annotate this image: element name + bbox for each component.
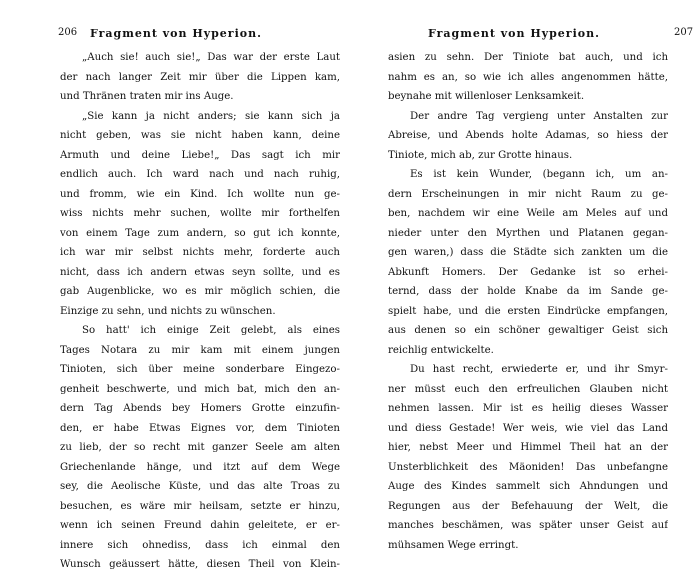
text-line: manches beschämen, was später unser Geist auf: [388, 520, 668, 531]
text-line: nicht geben, was sie nicht haben kann, deine: [60, 130, 340, 141]
text-line: und Thränen traten mir ins Auge.: [60, 91, 234, 102]
text-line: endlich auch. Ich ward nach und nach ruhig,: [60, 169, 340, 180]
text-line: beynahe mit willenloser Lenksamkeit.: [388, 91, 585, 102]
text-line: „Auch sie! auch sie!„ Das war der erste Laut: [82, 52, 340, 63]
text-line: und fromm, wie ein Kind. Ich wollte nun ge-: [60, 188, 340, 200]
text-line: genheit beschwerte, und mich bat, mich den an-: [60, 383, 340, 395]
text-line: Tiniote, mich ab, zur Grotte hinaus.: [388, 149, 573, 161]
text-line: wenn ich seinen Freund dahin geleitete, er er-: [60, 520, 340, 531]
text-line: ner müsst euch den erfreulichen Glauben nicht: [388, 383, 668, 395]
right-page-number: 207: [674, 27, 694, 38]
text-line: Der andre Tag vergieng unter Anstalten zur: [410, 110, 668, 122]
text-line: dern Tag Abends bey Homers Grotte einzufin-: [60, 403, 340, 414]
text-line: dern Erscheinungen in mir nicht Raum zu ge-: [388, 188, 668, 200]
text-line: Auge des Kindes sammelt sich Ahndungen und: [388, 481, 668, 492]
text-line: Unsterblichkeit des Mäoniden! Das unbefangne: [388, 461, 668, 473]
text-line: ben, nachdem wir eine Weile am Meles auf und: [388, 208, 668, 219]
text-line: ich war mir selbst nichts mehr, forderte auch: [60, 247, 340, 258]
text-line: hier, nebst Meer und Himmel Theil hat an der: [388, 442, 668, 453]
text-line: aus denen so ein schöner gewaltiger Geist sich: [388, 325, 668, 336]
text-line: gab Augenblicke, wo es mir möglich schien, die: [60, 286, 340, 297]
text-line: nicht, dass ich andern etwas seyn sollte, und es: [60, 266, 340, 278]
text-line: Armuth und deine Liebe!„ Das sagt ich mir: [60, 149, 340, 161]
text-line: Tinioten, sich über meine sonderbare Eingezo-: [60, 364, 340, 375]
text-line: sey, die Aeolische Küste, und das alte Troas zu: [60, 481, 340, 492]
left-body-text: [60, 48, 340, 575]
text-line: Du hast recht, erwiederte er, und ihr Smyr-: [410, 364, 668, 375]
text-line: spielt habe, und die ersten Eindrücke empfangen,: [388, 305, 668, 317]
right-running-title: Fragment von Hyperion.: [428, 27, 600, 40]
right-body-text: [388, 48, 668, 555]
text-line: nieder unter den Myrthen und Platanen gegan-: [388, 227, 668, 239]
left-page-number: 206: [58, 27, 78, 38]
text-line: Regungen aus der Befehauung der Welt, die: [388, 500, 668, 512]
text-line: mühsamen Wege erringt.: [388, 539, 519, 551]
text-line: von einem Tage zum andern, so gut ich konnte,: [60, 227, 340, 239]
text-line: Abreise, und Abends holte Adamas, so hiess der: [388, 130, 668, 141]
text-line: Abkunft Homers. Der Gedanke ist so erhei-: [388, 266, 668, 278]
text-line: der nach langer Zeit mir über die Lippen kam,: [60, 71, 340, 83]
text-line: besuchen, es wäre mir heilsam, setzte er hinzu,: [60, 500, 340, 512]
text-line: reichlig entwickelte.: [388, 344, 494, 356]
text-line: Es ist kein Wunder, (begann ich, um an-: [410, 169, 668, 180]
text-line: Tages Notara zu mir kam mit einem jungen: [60, 344, 340, 356]
right-running-head: [412, 27, 692, 41]
text-line: So hatt' ich einige Zeit gelebt, als eines: [82, 325, 340, 336]
text-line: den, er habe Etwas Eignes vor, dem Tinioten: [60, 422, 340, 434]
left-running-title: Fragment von Hyperion.: [90, 27, 262, 40]
text-line: wiss nichts mehr suchen, wollte mir forthelfen: [60, 208, 340, 219]
text-line: und diess Gestade! Wer weis, wie viel das Land: [388, 422, 668, 434]
text-line: innere sich ohnediss, dass ich einmal den: [60, 539, 340, 551]
text-line: Griechenlande hänge, und itzt auf dem Wege: [60, 461, 340, 473]
text-line: nahm es an, so wie ich alles angenommen hätte,: [388, 71, 668, 83]
text-line: ternd, dass der holde Knabe da im Sande ge-: [388, 286, 668, 297]
left-running-head: [58, 27, 358, 41]
text-line: asien zu sehn. Der Tiniote bat auch, und ich: [388, 52, 668, 63]
text-line: „Sie kann ja nicht anders; sie kann sich ja: [82, 110, 340, 122]
text-line: Einzige zu sehn, und nichts zu wünschen.: [60, 305, 276, 317]
text-line: Wunsch geäussert hätte, diesen Theil von Klein-: [60, 559, 340, 570]
text-line: zu lieb, der so recht mit ganzer Seele am alten: [60, 442, 340, 453]
text-line: gen waren,) dass die Städte sich zankten um die: [388, 247, 668, 258]
text-line: nehmen lassen. Mir ist es heilig dieses Wasser: [388, 403, 668, 414]
